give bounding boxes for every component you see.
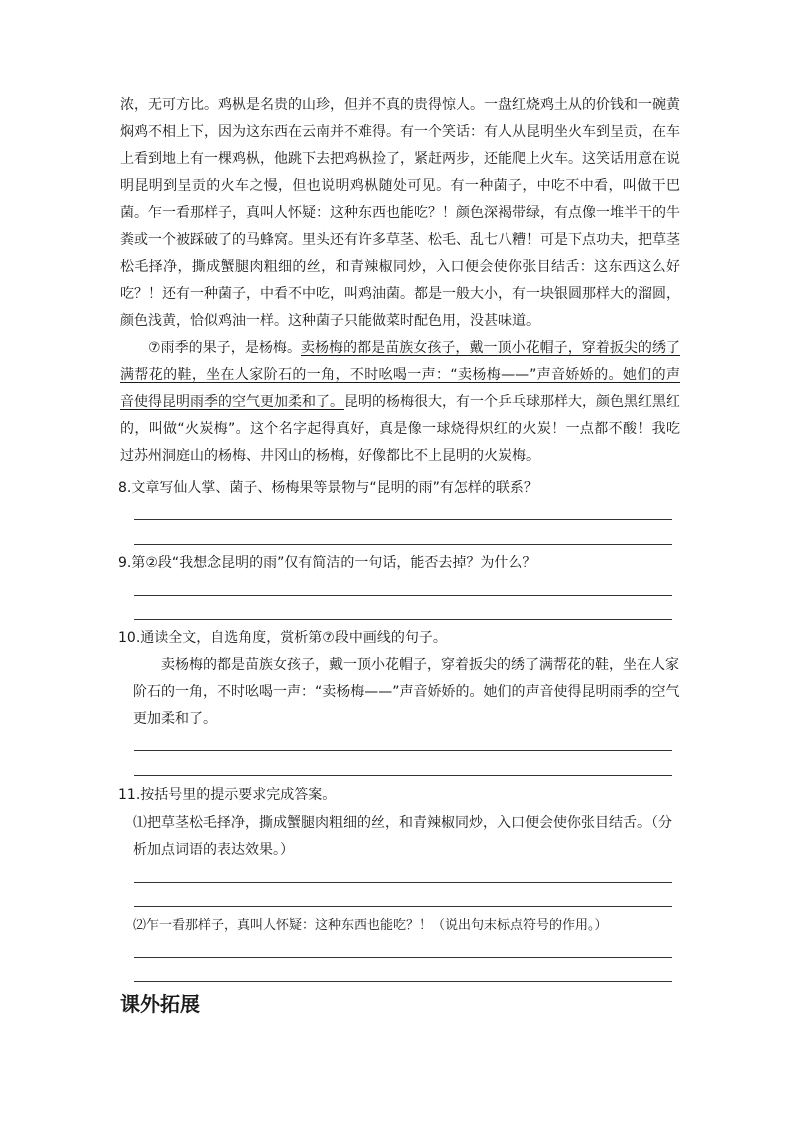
section-heading: 课外拓展 (120, 992, 200, 1016)
question-10: 10.通读全文，自选角度，赏析第⑦段中画线的句子。 (118, 630, 447, 646)
answer-line-q11-2-b[interactable] (134, 981, 672, 982)
para7-underlined-sentence: 卖杨梅的都是苗族女孩子，戴一顶小花帽子，穿着扳尖的绣了满帮花的鞋，坐在人家阶石的一角，不时吆喝一声：“卖杨梅——”声音娇娇的。她们的声音使得昆明雨季的空气更加柔和了。 (120, 340, 680, 410)
question-9: 9.第②段“我想念昆明的雨”仅有简洁的一句话，能否去掉？为什么？ (118, 555, 537, 571)
answer-line-q10-2[interactable] (134, 775, 672, 776)
answer-line-q8-1[interactable] (134, 519, 672, 520)
passage-paragraph-7 (120, 335, 680, 470)
answer-line-q11-2-a[interactable] (134, 957, 672, 958)
question-11: 11.按括号里的提示要求完成答案。 (118, 787, 337, 803)
answer-line-q11-1-b[interactable] (134, 906, 672, 907)
answer-line-q8-2[interactable] (134, 544, 672, 545)
answer-line-q9-2[interactable] (134, 619, 672, 620)
question-8: 8.文章写仙人掌、菌子、杨梅果等景物与“昆明的雨”有怎样的联系？ (118, 480, 538, 496)
answer-line-q10-1[interactable] (134, 750, 672, 751)
answer-line-q9-1[interactable] (134, 595, 672, 596)
passage-paragraph-6: 浓，无可方比。鸡枞是名贵的山珍，但并不真的贵得惊人。一盘红烧鸡土从的价钱和一碗黄焖鸡不相上下，因为这东西在云南并不难得。有一个笑话：有人从昆明坐火车到呈贡，在车上看到地上有一棵鸡枞，他跳下去把鸡枞捡了，紧赶两步，还能爬上火车。这笑话用意在说明昆明到呈贡的火车之慢，但也说明鸡枞随处可见。有一种菌子，中吃不中看，叫做干巴菌。乍一看那样子，真叫人怀疑：这种东西也能吃？！颜色深褐带绿，有点像一堆半干的牛粪或一个被踩破了的马蜂窝。里头还有许多草茎、松毛、乱七八糟！可是下点功夫，把草茎松毛择净，撕成蟹腿肉粗细的丝，和青辣椒同炒，入口便会使你张目结舌：这东西这么好吃？！还有一种菌子，中看不中吃，叫鸡油菌。都是一般大小，有一块银圆那样大的溜圆，颜色浅黄，恰似鸡油一样。这种菌子只能做菜时配色用，没甚味道。 (120, 97, 680, 329)
question-11-part-1: ⑴把草茎松毛择净，撕成蟹腿肉粗细的丝，和青辣椒同炒，入口便会使你张目结舌。（分析加点词语的表达效果。） (133, 815, 672, 858)
para7-lead: ⑦雨季的果子，是杨梅。 (148, 340, 301, 356)
answer-line-q11-1-a[interactable] (134, 882, 672, 883)
question-10-quote: 卖杨梅的都是苗族女孩子，戴一顶小花帽子，穿着扳尖的绣了满帮花的鞋，坐在人家阶石的一角，不时吆喝一声：“卖杨梅——”声音娇娇的。她们的声音使得昆明雨季的空气更加柔和了。 (133, 657, 680, 727)
question-11-part-2: ⑵乍一看那样子，真叫人怀疑：这种东西也能吃？！（说出句末标点符号的作用。） (133, 918, 608, 933)
para7-tail: 昆明的杨梅很大，有一个乒乓球那样大，颜色黑红黑红的，叫做“火炭梅”。这个名字起得真好，真是像一球烧得炽红的火炭！一点都不酸！我吃过苏州洞庭山的杨梅、井冈山的杨梅，好像都比不上昆明的火炭梅。 (120, 394, 680, 464)
